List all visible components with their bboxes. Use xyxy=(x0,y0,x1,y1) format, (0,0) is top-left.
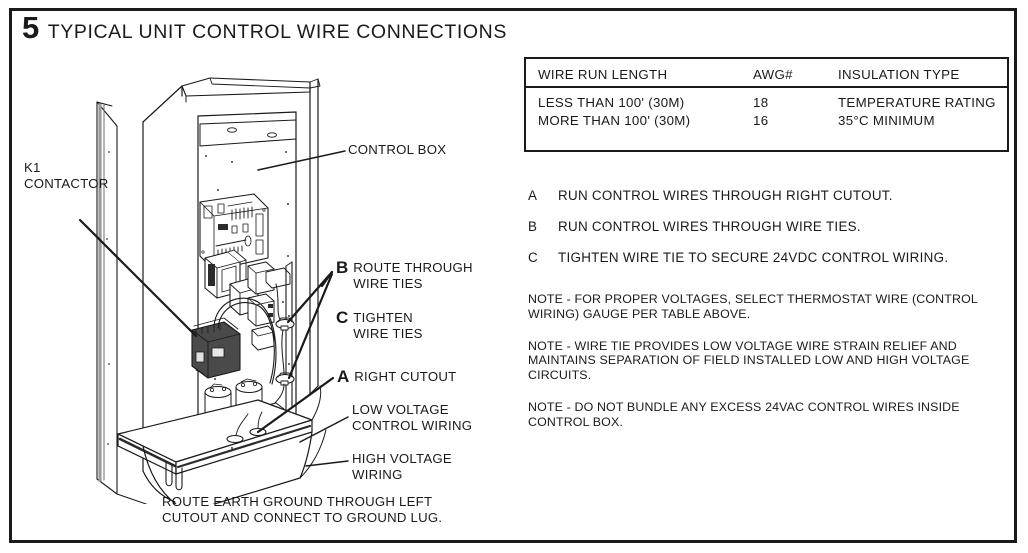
callout-b-line1: ROUTE THROUGH xyxy=(353,260,473,275)
cell-insulation-type: TEMPERATURE RATING xyxy=(838,95,996,110)
callout-a-text: RIGHT CUTOUT xyxy=(354,369,457,384)
step-c-text: TIGHTEN WIRE TIE TO SECURE 24VDC CONTROL WIRING. xyxy=(558,250,949,265)
callout-b-letter: B xyxy=(336,258,349,277)
cell-insulation-type: 35°C MINIMUM xyxy=(838,113,935,128)
callout-b xyxy=(336,260,473,291)
note-item-1: NOTE - FOR PROPER VOLTAGES, SELECT THERMOSTAT WIRE (CONTROL WIRING) GAUGE PER TABLE ABOVE. xyxy=(528,292,978,321)
label-low-voltage-line1: LOW VOLTAGE xyxy=(352,402,449,417)
cell-awg: 18 xyxy=(753,95,769,110)
label-ground-line2: CUTOUT AND CONNECT TO GROUND LUG. xyxy=(162,509,443,525)
cell-wire-run-length: LESS THAN 100' (30M) xyxy=(538,95,685,110)
step-b-text: RUN CONTROL WIRES THROUGH WIRE TIES. xyxy=(558,219,861,234)
label-low-voltage-line2: CONTROL WIRING xyxy=(352,417,473,433)
cabinet-right-wall xyxy=(310,79,318,394)
step-a-text: RUN CONTROL WIRES THROUGH RIGHT CUTOUT. xyxy=(558,188,893,203)
step-item-c xyxy=(528,250,1018,265)
cell-wire-run-length: MORE THAN 100' (30M) xyxy=(538,113,691,128)
cabinet-top-lid xyxy=(182,78,320,102)
table-row xyxy=(526,110,1007,128)
step-instructions-list xyxy=(528,188,1018,281)
label-high-voltage-line1: HIGH VOLTAGE xyxy=(352,451,452,466)
wire-run-length-table xyxy=(524,57,1009,152)
label-high-voltage-wiring xyxy=(352,451,452,482)
note-item-3: NOTE - DO NOT BUNDLE ANY EXCESS 24VAC CONTROL WIRES INSIDE CONTROL BOX. xyxy=(528,399,960,429)
table-row xyxy=(526,87,1007,110)
label-ground-line1: ROUTE EARTH GROUND THROUGH LEFT xyxy=(162,494,433,509)
step-item-b xyxy=(528,219,1018,234)
callout-a-letter: A xyxy=(337,367,350,386)
note-item-2: NOTE - WIRE TIE PROVIDES LOW VOLTAGE WIRE STRAIN RELIEF AND MAINTAINS SEPARATION OF FIELD INSTALLED LOW AND HIGH VOLTAGE CIRCUITS. xyxy=(528,338,970,383)
table-header-wire-run-length: WIRE RUN LENGTH xyxy=(538,67,668,82)
label-control-box: CONTROL BOX xyxy=(348,142,447,157)
callout-a xyxy=(337,369,456,385)
notes-list xyxy=(528,292,1010,447)
table-header-awg: AWG# xyxy=(753,67,793,82)
label-ground-route-caption xyxy=(162,494,442,525)
callout-c-letter: C xyxy=(336,308,349,327)
label-k1-line1: K1 xyxy=(24,160,41,175)
cell-awg: 16 xyxy=(753,113,769,128)
table-header-row xyxy=(526,66,1007,87)
label-low-voltage-control-wiring xyxy=(352,402,472,433)
callout-c-line1: TIGHTEN xyxy=(353,310,413,325)
callout-b-line2: WIRE TIES xyxy=(353,275,423,291)
step-b-letter: B xyxy=(528,219,538,234)
step-a-letter: A xyxy=(528,188,538,203)
step-c-letter: C xyxy=(528,250,538,265)
callout-c xyxy=(336,310,423,341)
callout-c-text xyxy=(353,310,422,341)
page-title-text: TYPICAL UNIT CONTROL WIRE CONNECTIONS xyxy=(47,21,507,43)
label-high-voltage-line2: WIRING xyxy=(352,466,403,482)
step-number: 5 xyxy=(22,10,39,45)
label-k1-contactor xyxy=(24,160,109,191)
callout-b-text xyxy=(353,260,473,291)
label-k1-line2: CONTACTOR xyxy=(24,175,109,191)
step-item-a xyxy=(528,188,1018,203)
table-header-insulation-type: INSULATION TYPE xyxy=(838,67,960,82)
callout-c-line2: WIRE TIES xyxy=(353,325,423,341)
